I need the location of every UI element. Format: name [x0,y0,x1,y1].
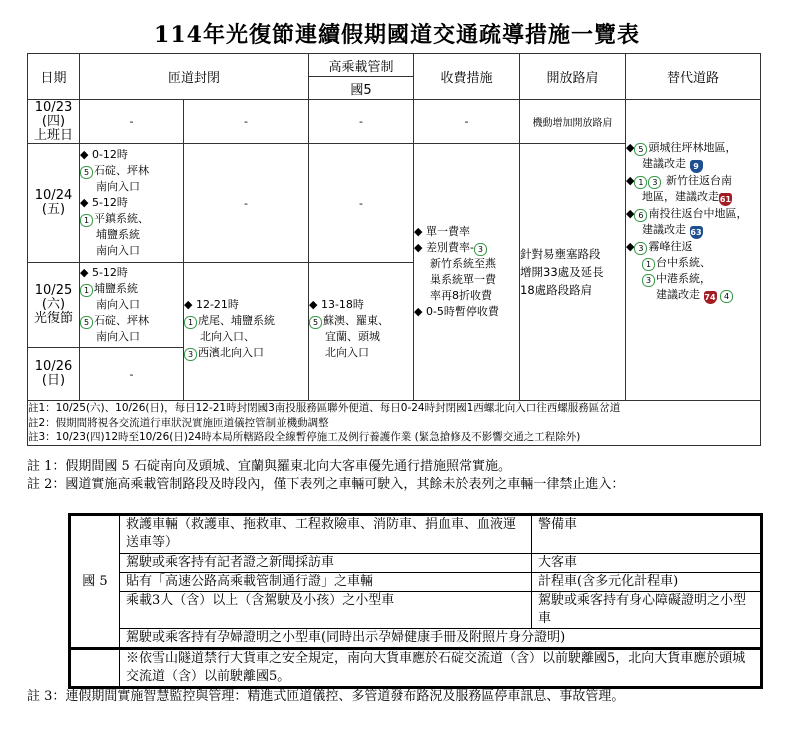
freeway-shield-icon: 6 [634,209,647,222]
text: 平鎮系統、 [94,212,149,225]
vehicle-item: 乘載3人（含）以上（含駕駛及小孩）之小型車 [120,592,532,629]
text: 18處路段路肩 [520,283,593,297]
freeway-shield-icon: 1 [634,176,647,189]
text: 埔鹽系統 [96,228,140,241]
freeway-shield-icon: 5 [80,166,93,179]
text: 建議改走 [656,288,700,301]
freeway-shield-icon: 1 [642,258,655,271]
header-shoulder: 開放路肩 [520,54,626,100]
date-cell [28,144,80,263]
text: 註2：假期間將視各交流道行車狀況實施匝道儀控管制並機動調整 [28,416,329,429]
empty-cell: - [414,100,520,144]
text: 南向入口 [96,330,140,343]
text: 中港系統， [656,272,711,285]
text: 北向入口、 [200,330,255,343]
text: 霧峰往返 [648,240,693,253]
freeway-shield-icon: 3 [642,274,655,287]
text: 10/26 [34,359,73,374]
text: 石碇、坪林 [94,314,149,327]
date-note: 上班日 [33,127,73,143]
empty-cell: - [184,100,309,144]
text: 南向入口 [96,244,140,257]
freeway-shield-icon: 3 [648,176,661,189]
text: 西濱北向入口 [198,346,264,359]
text: 增開33處及延長 [520,265,604,279]
header-hov-road: 國5 [309,77,414,100]
text: 建議改走 [642,157,686,170]
provincial-highway-shield-icon: 63 [690,228,702,237]
header-ramp: 匝道封閉 [80,54,309,100]
freeway-shield-icon: 5 [634,143,647,156]
text: 埔鹽系統 [94,282,138,295]
empty-cell: - [309,100,414,144]
road-label: 國 5 [70,515,120,649]
vehicle-item: 計程車(含多元化計程車) [532,573,762,592]
freeway-shield-icon: 4 [720,290,733,303]
text: 頭城往坪林地區， [648,141,737,154]
provincial-highway-shield-icon: 61 [719,195,732,204]
text: 針對易壅塞路段 [520,247,601,261]
ramp-closure-cell [80,263,184,348]
text: ◆ 差別費率- [414,241,474,254]
text: 北向入口 [325,346,369,359]
vehicle-item: 救護車輛（救護車、拖救車、工程救險車、消防車、捐血車、血液運送車等） [120,515,532,554]
empty-cell: - [184,144,309,263]
text: 10/25 [34,283,73,298]
text: 石碇、坪林 [94,164,149,177]
empty-cell: - [309,144,414,263]
text: (五) [41,202,66,217]
freeway-shield-icon: 1 [80,284,93,297]
text: ◆ 單一費率 [414,225,470,238]
text: 南投往返台中地區， [648,207,748,220]
text: ◆ 13-18時 [309,298,364,311]
text: (六) [41,297,66,312]
date: 10/23 [34,99,73,115]
header-hov: 高乘載管制 [309,54,414,77]
note-1: 註 1：假期間國 5 石碇南向及頭城、宜蘭與羅東北向大客車優先通行措施照常實施。 [27,459,511,474]
hov-cell [309,263,414,401]
toll-cell [414,144,520,401]
text: 新竹往返台南 [665,174,732,187]
empty-cell: - [80,348,184,401]
shoulder-cell: 機動增加開放路肩 [520,100,626,144]
text: 光復節 [33,311,73,326]
note-3: 註 3：連假期間實施智慧監控與管理：精進式匝道儀控、多管道發布路況及服務區停車訊息、事故管理。 [27,689,625,704]
text: ◆ 5-12時 [80,196,128,209]
shoulder-cell [520,144,626,401]
text: 虎尾、埔鹽系統 [198,314,275,327]
vehicle-item: 駕駛或乘客持有記者證之新聞採訪車 [120,554,532,573]
text: 率再8折收費 [430,289,492,302]
text: 南向入口 [96,298,140,311]
text: 地區，建議改走 [642,190,719,203]
provincial-highway-shield-icon: 74 [704,293,716,302]
text: 台中系統、 [656,256,711,269]
text: 10/24 [34,188,73,203]
freeway-shield-icon: 5 [309,316,322,329]
provincial-highway-shield-icon: 9 [690,160,703,173]
text: 蘇澳、羅東、 [323,314,389,327]
freeway-shield-icon: 1 [184,316,197,329]
text: ◆ 12-21時 [184,298,239,311]
empty-cell: - [80,100,184,144]
alt-routes-cell: ◆ 5 頭城往坪林地區， 建議改走 9 ◆ 1 3 新竹往返台南 地區，建議改走61 ◆ 6 南投往返台中地區， 建議改走 63 ◆ 3 霧峰往返 1 台中系統、 3 中港系統， 建議改走 74 4 [626,100,761,401]
vehicle-item: 警備車 [532,515,762,554]
freeway-shield-icon: 3 [184,348,197,361]
text: 巢系統單一費 [430,273,496,286]
text: 宜蘭、頭城 [325,330,380,343]
text: ◆ 0-12時 [80,148,128,161]
truck-rule-note: ※依雪山隧道禁行大貨車之安全規定，南向大貨車應於石碇交流道（含）以前駛離國5，北向大貨車應於頭城交流道（含）以前駛離國5。 [120,649,762,688]
weekday: (四) [41,113,66,129]
header-toll: 收費措施 [414,54,520,100]
vehicle-item: 駕駛或乘客持有身心障礙證明之小型車 [532,592,762,629]
vehicle-item: 駕駛或乘客持有孕婦證明之小型車(同時出示孕婦健康手冊及附照片身分證明) [120,629,762,649]
freeway-shield-icon: 3 [634,242,647,255]
text: 新竹系統至燕 [430,257,496,270]
text: ◆ 5-12時 [80,266,128,279]
freeway-shield-icon: 5 [80,316,93,329]
table-notes [28,401,761,446]
date-cell [28,263,80,348]
vehicle-item: 貼有「高速公路高乘載管制通行證」之車輛 [120,573,532,592]
date-cell [28,348,80,401]
measures-table [27,53,761,446]
text: 建議改走 [642,223,686,236]
text: ◆ 0-5時暫停收費 [414,305,499,318]
vehicle-item: 大客車 [532,554,762,573]
text: 註3：10/23(四)12時至10/26(日)24時本局所轄路段全線暫停施工及例行養護作業 (緊急搶修及不影響交通之工程除外) [28,431,581,443]
text: (日) [41,373,66,388]
header-alt: 替代道路 [626,54,761,100]
text: 註1：10/25(六)、10/26(日)，每日12-21時封閉國3南投服務區聯外便道、每日0-24時封閉國1西螺北向入口往西螺服務區岔道 [28,402,621,414]
freeway-shield-icon: 1 [80,214,93,227]
ramp-closure-cell [80,144,184,263]
date-cell [28,100,80,144]
header-date: 日期 [28,54,80,100]
text: 南向入口 [96,180,140,193]
ramp-closure-cell [184,263,309,401]
freeway-shield-icon: 3 [474,243,487,256]
note-2: 註 2：國道實施高乘載管制路段及時段內，僅下表列之車輛可駛入，其餘未於表列之車輛一律禁止進入： [27,477,625,492]
allowed-vehicles-table [68,513,763,689]
page-title: 114年光復節連續假期國道交通疏導措施一覽表 [154,22,640,48]
